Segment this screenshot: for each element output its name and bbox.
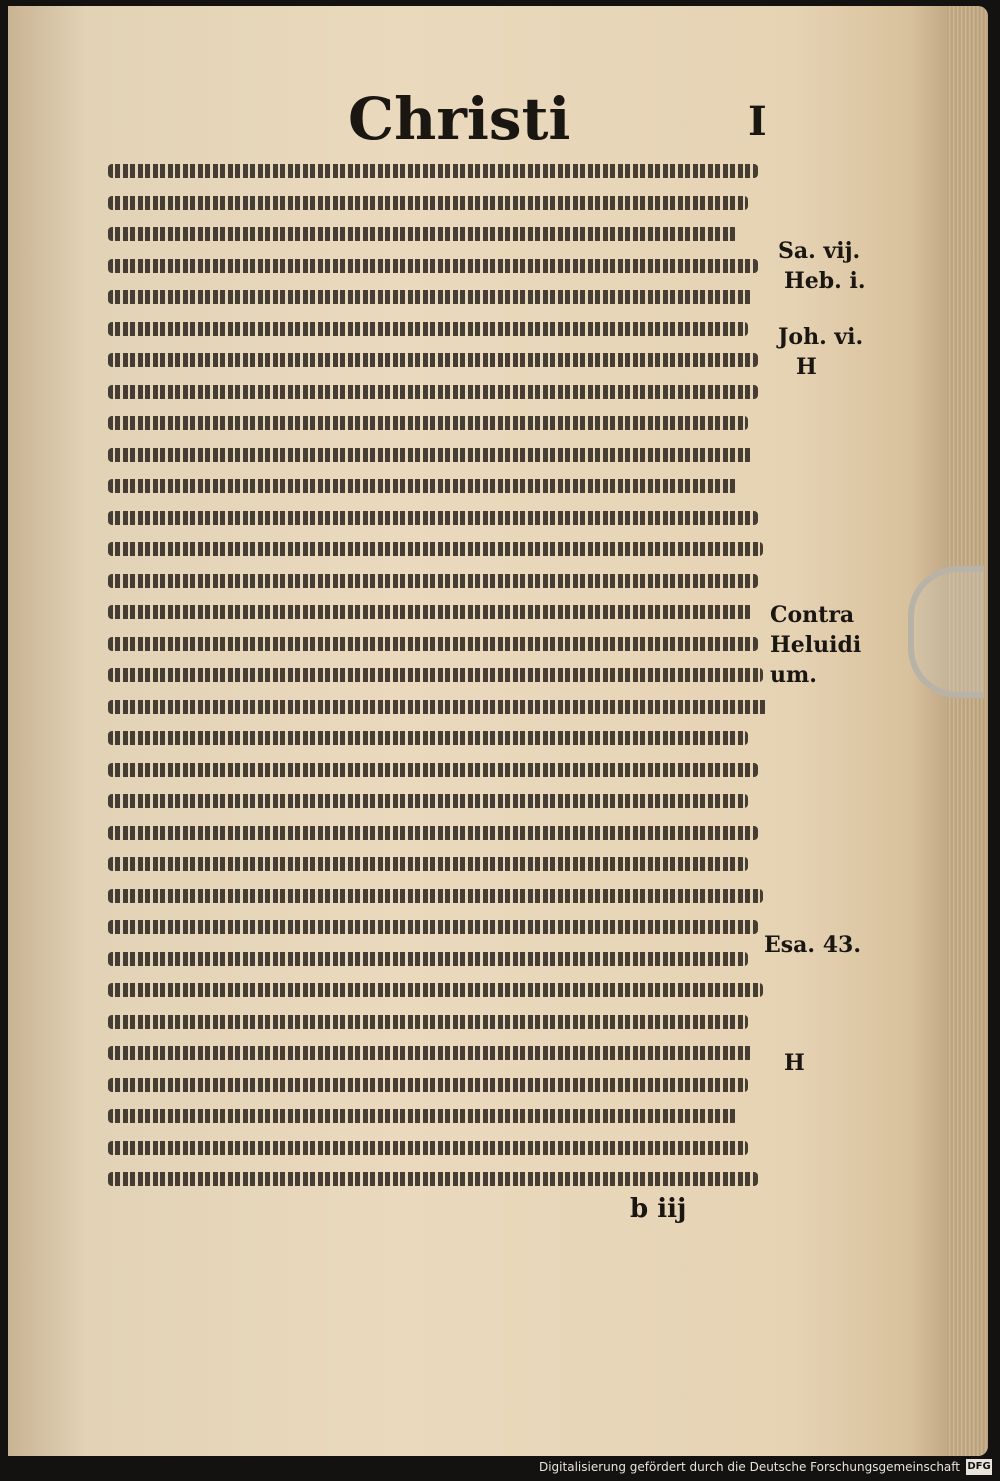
margin-note: Heb. i. [784,268,866,294]
ink-placeholder [108,1172,758,1186]
body-line [108,658,776,690]
body-line [108,910,776,942]
margin-note: H [796,354,817,380]
body-line [108,438,776,470]
margin-note: Contra [770,602,855,628]
margin-note: Heluidi [770,632,862,658]
ink-placeholder [108,668,763,682]
ink-placeholder [108,983,763,997]
ink-placeholder [108,637,758,651]
book-clasp [908,566,984,698]
ink-placeholder [108,1141,748,1155]
body-line [108,942,776,974]
ink-placeholder [108,164,758,178]
ink-placeholder [108,731,748,745]
ink-placeholder [108,1078,748,1092]
body-line [108,280,776,312]
running-title: Christi [348,85,571,153]
body-line [108,690,776,722]
margin-note: H [784,1050,805,1076]
body-line [108,312,776,344]
margin-note: Joh. vi. [778,324,864,350]
body-line [108,1036,776,1068]
body-line [108,816,776,848]
margin-note: um. [770,662,817,688]
body-line [108,847,776,879]
ink-placeholder [108,511,758,525]
ink-placeholder [108,385,758,399]
ink-placeholder [108,794,748,808]
body-line [108,1005,776,1037]
margin-note: Sa. vij. [778,238,861,264]
body-line [108,375,776,407]
body-line [108,343,776,375]
body-line [108,564,776,596]
body-line [108,595,776,627]
ink-placeholder [108,290,753,304]
margin-note: Esa. 43. [764,932,862,958]
ink-placeholder [108,920,758,934]
ink-placeholder [108,700,768,714]
ink-placeholder [108,857,748,871]
ink-placeholder [108,952,748,966]
ink-placeholder [108,763,758,777]
page-edge [946,6,988,1456]
body-line [108,1131,776,1163]
ink-placeholder [108,826,758,840]
body-line [108,973,776,1005]
ink-placeholder [108,448,753,462]
body-line [108,1162,776,1194]
dfg-logo: DFG [966,1459,992,1475]
ink-placeholder [108,542,763,556]
body-line [108,532,776,564]
ink-placeholder [108,574,758,588]
ink-placeholder [108,1046,753,1060]
ink-placeholder [108,196,748,210]
body-line [108,1068,776,1100]
body-line [108,1099,776,1131]
body-line [108,879,776,911]
ink-placeholder [108,322,748,336]
ink-placeholder [108,227,738,241]
body-line [108,186,776,218]
body-line [108,154,776,186]
ink-placeholder [108,479,738,493]
footer-bar [0,1456,1000,1481]
body-line [108,217,776,249]
ink-placeholder [108,1109,738,1123]
ink-placeholder [108,605,753,619]
body-line [108,721,776,753]
body-line [108,753,776,785]
book-page [8,6,988,1456]
ink-placeholder [108,1015,748,1029]
signature-mark: b iij [630,1194,687,1224]
body-line [108,249,776,281]
folio-number: I [748,98,767,145]
ink-placeholder [108,353,758,367]
ink-placeholder [108,889,763,903]
ink-placeholder [108,416,748,430]
body-text-block [108,154,776,1194]
body-line [108,627,776,659]
body-line [108,784,776,816]
body-line [108,469,776,501]
funding-credit: Digitalisierung gefördert durch die Deutsche Forschungsgemeinschaft [538,1460,960,1474]
ink-placeholder [108,259,758,273]
body-line [108,406,776,438]
body-line [108,501,776,533]
